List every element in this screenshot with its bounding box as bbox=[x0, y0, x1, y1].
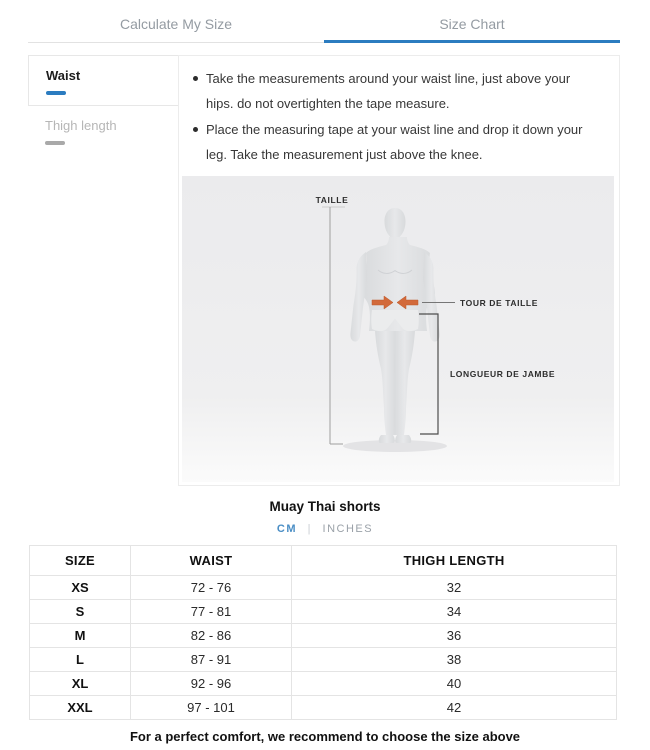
figure-label-longueur-de-jambe: LONGUEUR DE JAMBE bbox=[450, 369, 556, 379]
size-cell: XXL bbox=[30, 696, 131, 720]
measurement-sidebar bbox=[28, 55, 178, 155]
waist-cell: 92 - 96 bbox=[131, 672, 292, 696]
main-area bbox=[28, 55, 620, 486]
tab-size-chart[interactable]: Size Chart bbox=[324, 0, 620, 43]
figure-label-tour-de-taille: TOUR DE TAILLE bbox=[460, 298, 538, 308]
col-header-size: SIZE bbox=[30, 546, 131, 576]
product-title: Muay Thai shorts bbox=[269, 499, 381, 514]
size-cell: S bbox=[30, 600, 131, 624]
size-table bbox=[29, 545, 617, 720]
waist-cell: 87 - 91 bbox=[131, 648, 292, 672]
unit-inches-button[interactable]: INCHES bbox=[322, 523, 374, 535]
tab-calculate-my-size[interactable]: Calculate My Size bbox=[28, 0, 324, 43]
table-header-row bbox=[30, 546, 617, 576]
unit-divider: | bbox=[307, 523, 312, 535]
sidebar-item-waist-label: Waist bbox=[46, 68, 81, 83]
size-cell: M bbox=[30, 624, 131, 648]
size-cell: XS bbox=[30, 576, 131, 600]
thigh-cell: 42 bbox=[292, 696, 617, 720]
unit-cm-button[interactable]: CM bbox=[276, 523, 298, 535]
table-row bbox=[30, 576, 617, 600]
table-row bbox=[30, 624, 617, 648]
caption-block bbox=[0, 499, 650, 535]
active-indicator-bar bbox=[46, 91, 66, 95]
unit-toggle bbox=[0, 523, 650, 535]
col-header-waist: WAIST bbox=[131, 546, 292, 576]
thigh-cell: 34 bbox=[292, 600, 617, 624]
thigh-cell: 38 bbox=[292, 648, 617, 672]
table-row bbox=[30, 672, 617, 696]
mannequin-figure-svg bbox=[182, 176, 614, 482]
instruction-item: Take the measurements around your waist line, just above your hips. do not overtighten the tape measure. bbox=[193, 66, 601, 116]
tab-bar bbox=[28, 0, 620, 43]
col-header-thigh-length: THIGH LENGTH bbox=[292, 546, 617, 576]
table-row bbox=[30, 648, 617, 672]
sidebar-item-thigh-label: Thigh length bbox=[45, 118, 117, 133]
thigh-cell: 40 bbox=[292, 672, 617, 696]
size-cell: XL bbox=[30, 672, 131, 696]
floor-shadow bbox=[343, 440, 447, 452]
waist-cell: 97 - 101 bbox=[131, 696, 292, 720]
thigh-cell: 36 bbox=[292, 624, 617, 648]
table-row bbox=[30, 696, 617, 720]
table-row bbox=[30, 600, 617, 624]
instructions-panel bbox=[178, 55, 620, 486]
size-cell: L bbox=[30, 648, 131, 672]
measurement-figure bbox=[182, 176, 616, 482]
sidebar-item-waist[interactable] bbox=[28, 55, 178, 106]
instruction-list bbox=[179, 56, 619, 176]
waist-cell: 72 - 76 bbox=[131, 576, 292, 600]
inactive-indicator-bar bbox=[45, 141, 65, 145]
waist-cell: 82 - 86 bbox=[131, 624, 292, 648]
footer-note: For a perfect comfort, we recommend to choose the size above bbox=[129, 729, 521, 744]
sidebar-item-thigh-length[interactable] bbox=[28, 106, 178, 155]
figure-label-taille: TAILLE bbox=[315, 195, 349, 205]
waist-cell: 77 - 81 bbox=[131, 600, 292, 624]
thigh-cell: 32 bbox=[292, 576, 617, 600]
instruction-item: Place the measuring tape at your waist line and drop it down your leg. Take the measurement just above the knee. bbox=[193, 117, 601, 167]
